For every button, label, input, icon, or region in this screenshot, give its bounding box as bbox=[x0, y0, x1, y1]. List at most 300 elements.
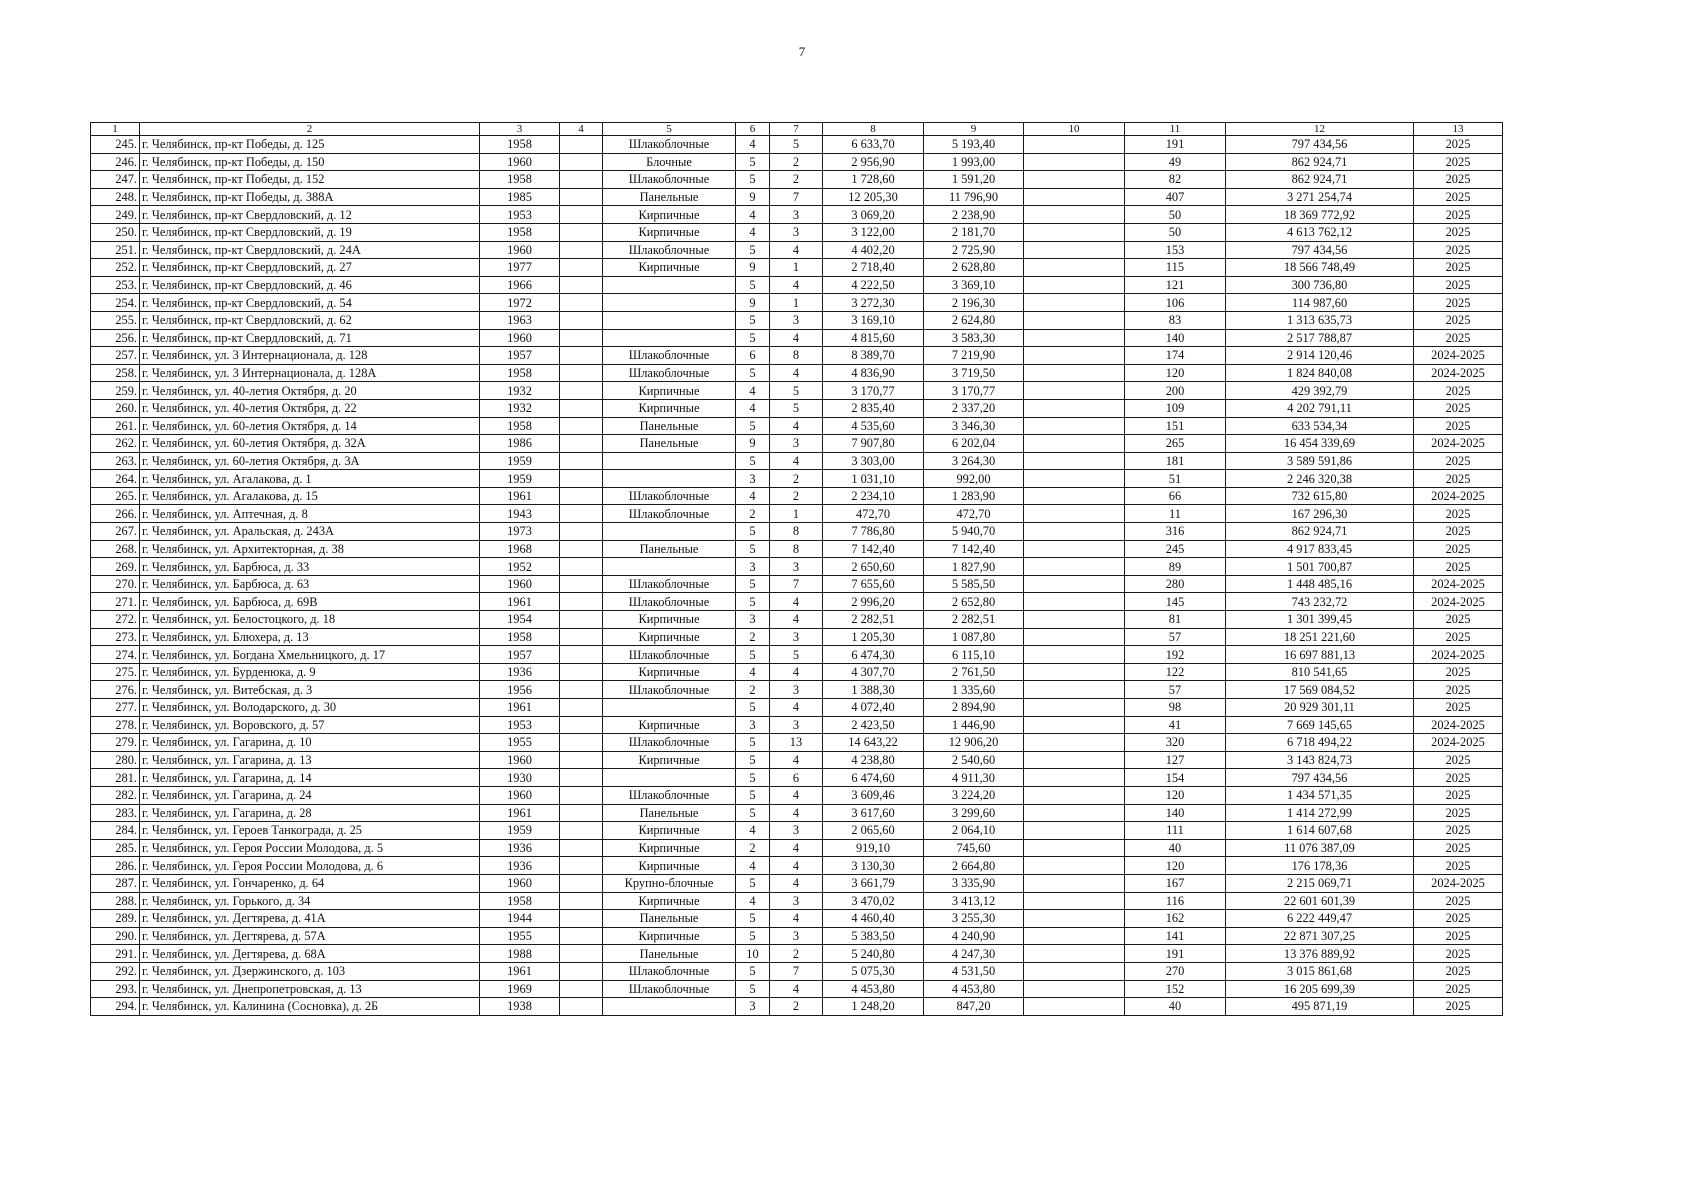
col-4-cell bbox=[560, 945, 603, 963]
floors-cell: 5 bbox=[736, 699, 770, 717]
total-area-cell: 3 272,30 bbox=[823, 294, 924, 312]
total-area-cell: 2 956,90 bbox=[823, 153, 924, 171]
entrances-cell: 4 bbox=[770, 699, 823, 717]
wall-material-cell: Кирпичные bbox=[603, 399, 736, 417]
cost-cell: 1 501 700,87 bbox=[1226, 558, 1414, 576]
floors-cell: 5 bbox=[736, 452, 770, 470]
floors-cell: 5 bbox=[736, 276, 770, 294]
floors-cell: 5 bbox=[736, 804, 770, 822]
col-4-cell bbox=[560, 910, 603, 928]
residents-cell: 122 bbox=[1125, 663, 1226, 681]
cost-cell: 3 589 591,86 bbox=[1226, 452, 1414, 470]
column-header: 13 bbox=[1414, 123, 1503, 136]
build-year-cell: 1958 bbox=[480, 223, 560, 241]
living-area-cell: 6 202,04 bbox=[924, 435, 1024, 453]
build-year-cell: 1961 bbox=[480, 699, 560, 717]
col-10-cell bbox=[1024, 734, 1125, 752]
table-row bbox=[91, 452, 1503, 470]
residents-cell: 245 bbox=[1125, 540, 1226, 558]
col-10-cell bbox=[1024, 980, 1125, 998]
total-area-cell: 3 303,00 bbox=[823, 452, 924, 470]
residents-cell: 89 bbox=[1125, 558, 1226, 576]
row-number-cell: 268. bbox=[91, 540, 140, 558]
build-year-cell: 1960 bbox=[480, 874, 560, 892]
table-row bbox=[91, 962, 1503, 980]
address-cell: г. Челябинск, пр-кт Свердловский, д. 62 bbox=[140, 311, 480, 329]
total-area-cell: 2 650,60 bbox=[823, 558, 924, 576]
living-area-cell: 5 940,70 bbox=[924, 523, 1024, 541]
cost-cell: 18 369 772,92 bbox=[1226, 206, 1414, 224]
col-10-cell bbox=[1024, 259, 1125, 277]
living-area-cell: 5 193,40 bbox=[924, 136, 1024, 154]
table-row bbox=[91, 769, 1503, 787]
entrances-cell: 2 bbox=[770, 945, 823, 963]
col-4-cell bbox=[560, 892, 603, 910]
address-cell: г. Челябинск, пр-кт Свердловский, д. 54 bbox=[140, 294, 480, 312]
table-row bbox=[91, 892, 1503, 910]
col-10-cell bbox=[1024, 435, 1125, 453]
col-4-cell bbox=[560, 646, 603, 664]
col-10-cell bbox=[1024, 276, 1125, 294]
repair-period-cell: 2025 bbox=[1414, 470, 1503, 488]
entrances-cell: 4 bbox=[770, 910, 823, 928]
living-area-cell: 2 624,80 bbox=[924, 311, 1024, 329]
living-area-cell: 2 725,90 bbox=[924, 241, 1024, 259]
cost-cell: 2 517 788,87 bbox=[1226, 329, 1414, 347]
col-10-cell bbox=[1024, 452, 1125, 470]
table-row bbox=[91, 874, 1503, 892]
address-cell: г. Челябинск, пр-кт Победы, д. 388А bbox=[140, 188, 480, 206]
repair-period-cell: 2024-2025 bbox=[1414, 734, 1503, 752]
table-row bbox=[91, 716, 1503, 734]
wall-material-cell bbox=[603, 294, 736, 312]
col-4-cell bbox=[560, 241, 603, 259]
row-number-cell: 267. bbox=[91, 523, 140, 541]
repair-period-cell: 2025 bbox=[1414, 540, 1503, 558]
address-cell: г. Челябинск, ул. Богдана Хмельницкого, д. 17 bbox=[140, 646, 480, 664]
row-number-cell: 246. bbox=[91, 153, 140, 171]
col-4-cell bbox=[560, 452, 603, 470]
table-row bbox=[91, 822, 1503, 840]
living-area-cell: 4 247,30 bbox=[924, 945, 1024, 963]
total-area-cell: 3 122,00 bbox=[823, 223, 924, 241]
entrances-cell: 7 bbox=[770, 962, 823, 980]
floors-cell: 5 bbox=[736, 734, 770, 752]
col-4-cell bbox=[560, 153, 603, 171]
repair-period-cell: 2025 bbox=[1414, 136, 1503, 154]
table-row bbox=[91, 611, 1503, 629]
residents-cell: 145 bbox=[1125, 593, 1226, 611]
wall-material-cell bbox=[603, 452, 736, 470]
address-cell: г. Челябинск, ул. Горького, д. 34 bbox=[140, 892, 480, 910]
col-10-cell bbox=[1024, 751, 1125, 769]
col-10-cell bbox=[1024, 699, 1125, 717]
living-area-cell: 4 531,50 bbox=[924, 962, 1024, 980]
row-number-cell: 254. bbox=[91, 294, 140, 312]
floors-cell: 2 bbox=[736, 681, 770, 699]
col-10-cell bbox=[1024, 364, 1125, 382]
row-number-cell: 286. bbox=[91, 857, 140, 875]
build-year-cell: 1956 bbox=[480, 681, 560, 699]
repair-period-cell: 2025 bbox=[1414, 663, 1503, 681]
entrances-cell: 4 bbox=[770, 241, 823, 259]
wall-material-cell: Кирпичные bbox=[603, 857, 736, 875]
wall-material-cell: Шлакоблочные bbox=[603, 487, 736, 505]
floors-cell: 5 bbox=[736, 751, 770, 769]
wall-material-cell bbox=[603, 523, 736, 541]
address-cell: г. Челябинск, ул. Володарского, д. 30 bbox=[140, 699, 480, 717]
repair-period-cell: 2025 bbox=[1414, 223, 1503, 241]
table-row bbox=[91, 364, 1503, 382]
total-area-cell: 2 718,40 bbox=[823, 259, 924, 277]
build-year-cell: 1936 bbox=[480, 839, 560, 857]
col-10-cell bbox=[1024, 874, 1125, 892]
column-header: 8 bbox=[823, 123, 924, 136]
col-4-cell bbox=[560, 663, 603, 681]
residents-cell: 111 bbox=[1125, 822, 1226, 840]
floors-cell: 4 bbox=[736, 892, 770, 910]
address-cell: г. Челябинск, ул. Барбюса, д. 33 bbox=[140, 558, 480, 576]
table-row bbox=[91, 153, 1503, 171]
total-area-cell: 4 815,60 bbox=[823, 329, 924, 347]
table-row bbox=[91, 734, 1503, 752]
col-4-cell bbox=[560, 223, 603, 241]
floors-cell: 4 bbox=[736, 857, 770, 875]
floors-cell: 5 bbox=[736, 540, 770, 558]
residents-cell: 120 bbox=[1125, 364, 1226, 382]
row-number-cell: 291. bbox=[91, 945, 140, 963]
cost-cell: 1 824 840,08 bbox=[1226, 364, 1414, 382]
cost-cell: 7 669 145,65 bbox=[1226, 716, 1414, 734]
residents-cell: 50 bbox=[1125, 206, 1226, 224]
address-cell: г. Челябинск, пр-кт Свердловский, д. 71 bbox=[140, 329, 480, 347]
repair-period-cell: 2025 bbox=[1414, 399, 1503, 417]
build-year-cell: 1955 bbox=[480, 734, 560, 752]
residents-cell: 116 bbox=[1125, 892, 1226, 910]
entrances-cell: 1 bbox=[770, 505, 823, 523]
col-10-cell bbox=[1024, 962, 1125, 980]
cost-cell: 3 271 254,74 bbox=[1226, 188, 1414, 206]
table-row bbox=[91, 347, 1503, 365]
wall-material-cell: Шлакоблочные bbox=[603, 171, 736, 189]
col-10-cell bbox=[1024, 646, 1125, 664]
row-number-cell: 282. bbox=[91, 786, 140, 804]
floors-cell: 5 bbox=[736, 329, 770, 347]
floors-cell: 4 bbox=[736, 822, 770, 840]
entrances-cell: 4 bbox=[770, 839, 823, 857]
total-area-cell: 8 389,70 bbox=[823, 347, 924, 365]
address-cell: г. Челябинск, ул. Гагарина, д. 10 bbox=[140, 734, 480, 752]
entrances-cell: 3 bbox=[770, 558, 823, 576]
wall-material-cell: Шлакоблочные bbox=[603, 646, 736, 664]
col-10-cell bbox=[1024, 663, 1125, 681]
wall-material-cell: Панельные bbox=[603, 540, 736, 558]
cost-cell: 114 987,60 bbox=[1226, 294, 1414, 312]
repair-period-cell: 2024-2025 bbox=[1414, 575, 1503, 593]
table-row bbox=[91, 311, 1503, 329]
col-10-cell bbox=[1024, 769, 1125, 787]
living-area-cell: 4 453,80 bbox=[924, 980, 1024, 998]
total-area-cell: 4 836,90 bbox=[823, 364, 924, 382]
residents-cell: 140 bbox=[1125, 804, 1226, 822]
col-10-cell bbox=[1024, 716, 1125, 734]
residents-cell: 57 bbox=[1125, 681, 1226, 699]
cost-cell: 797 434,56 bbox=[1226, 769, 1414, 787]
living-area-cell: 1 591,20 bbox=[924, 171, 1024, 189]
entrances-cell: 4 bbox=[770, 751, 823, 769]
col-4-cell bbox=[560, 681, 603, 699]
floors-cell: 5 bbox=[736, 364, 770, 382]
residents-cell: 316 bbox=[1125, 523, 1226, 541]
total-area-cell: 1 031,10 bbox=[823, 470, 924, 488]
col-10-cell bbox=[1024, 382, 1125, 400]
wall-material-cell: Шлакоблочные bbox=[603, 241, 736, 259]
row-number-cell: 292. bbox=[91, 962, 140, 980]
row-number-cell: 262. bbox=[91, 435, 140, 453]
col-10-cell bbox=[1024, 945, 1125, 963]
repair-period-cell: 2025 bbox=[1414, 822, 1503, 840]
row-number-cell: 245. bbox=[91, 136, 140, 154]
total-area-cell: 7 786,80 bbox=[823, 523, 924, 541]
col-4-cell bbox=[560, 822, 603, 840]
col-10-cell bbox=[1024, 241, 1125, 259]
repair-period-cell: 2024-2025 bbox=[1414, 646, 1503, 664]
living-area-cell: 2 064,10 bbox=[924, 822, 1024, 840]
living-area-cell: 3 264,30 bbox=[924, 452, 1024, 470]
repair-period-cell: 2025 bbox=[1414, 962, 1503, 980]
living-area-cell: 992,00 bbox=[924, 470, 1024, 488]
entrances-cell: 7 bbox=[770, 575, 823, 593]
build-year-cell: 1960 bbox=[480, 751, 560, 769]
repair-period-cell: 2025 bbox=[1414, 417, 1503, 435]
col-10-cell bbox=[1024, 487, 1125, 505]
entrances-cell: 3 bbox=[770, 716, 823, 734]
total-area-cell: 4 222,50 bbox=[823, 276, 924, 294]
col-4-cell bbox=[560, 558, 603, 576]
floors-cell: 5 bbox=[736, 311, 770, 329]
build-year-cell: 1943 bbox=[480, 505, 560, 523]
col-4-cell bbox=[560, 540, 603, 558]
entrances-cell: 3 bbox=[770, 206, 823, 224]
address-cell: г. Челябинск, ул. Днепропетровская, д. 13 bbox=[140, 980, 480, 998]
floors-cell: 2 bbox=[736, 505, 770, 523]
repair-period-cell: 2025 bbox=[1414, 769, 1503, 787]
build-year-cell: 1932 bbox=[480, 382, 560, 400]
row-number-cell: 253. bbox=[91, 276, 140, 294]
total-area-cell: 4 453,80 bbox=[823, 980, 924, 998]
entrances-cell: 1 bbox=[770, 294, 823, 312]
wall-material-cell: Шлакоблочные bbox=[603, 786, 736, 804]
build-year-cell: 1985 bbox=[480, 188, 560, 206]
row-number-cell: 293. bbox=[91, 980, 140, 998]
cost-cell: 633 534,34 bbox=[1226, 417, 1414, 435]
row-number-cell: 249. bbox=[91, 206, 140, 224]
col-10-cell bbox=[1024, 892, 1125, 910]
total-area-cell: 12 205,30 bbox=[823, 188, 924, 206]
row-number-cell: 259. bbox=[91, 382, 140, 400]
repair-period-cell: 2024-2025 bbox=[1414, 364, 1503, 382]
table-row bbox=[91, 663, 1503, 681]
living-area-cell: 745,60 bbox=[924, 839, 1024, 857]
build-year-cell: 1960 bbox=[480, 329, 560, 347]
floors-cell: 3 bbox=[736, 558, 770, 576]
row-number-cell: 269. bbox=[91, 558, 140, 576]
cost-cell: 2 246 320,38 bbox=[1226, 470, 1414, 488]
table-row bbox=[91, 804, 1503, 822]
wall-material-cell: Кирпичные bbox=[603, 611, 736, 629]
cost-cell: 18 566 748,49 bbox=[1226, 259, 1414, 277]
column-header: 12 bbox=[1226, 123, 1414, 136]
entrances-cell: 4 bbox=[770, 786, 823, 804]
table-row bbox=[91, 699, 1503, 717]
col-10-cell bbox=[1024, 822, 1125, 840]
row-number-cell: 288. bbox=[91, 892, 140, 910]
col-4-cell bbox=[560, 276, 603, 294]
entrances-cell: 4 bbox=[770, 663, 823, 681]
cost-cell: 176 178,36 bbox=[1226, 857, 1414, 875]
table-row bbox=[91, 839, 1503, 857]
table-row bbox=[91, 435, 1503, 453]
repair-period-cell: 2025 bbox=[1414, 382, 1503, 400]
floors-cell: 5 bbox=[736, 523, 770, 541]
total-area-cell: 3 609,46 bbox=[823, 786, 924, 804]
floors-cell: 5 bbox=[736, 927, 770, 945]
address-cell: г. Челябинск, ул. Аральская, д. 243А bbox=[140, 523, 480, 541]
wall-material-cell: Шлакоблочные bbox=[603, 593, 736, 611]
repair-period-cell: 2025 bbox=[1414, 241, 1503, 259]
total-area-cell: 4 238,80 bbox=[823, 751, 924, 769]
total-area-cell: 7 907,80 bbox=[823, 435, 924, 453]
col-4-cell bbox=[560, 294, 603, 312]
residents-cell: 140 bbox=[1125, 329, 1226, 347]
build-year-cell: 1977 bbox=[480, 259, 560, 277]
residents-cell: 153 bbox=[1125, 241, 1226, 259]
cost-cell: 2 215 069,71 bbox=[1226, 874, 1414, 892]
col-10-cell bbox=[1024, 188, 1125, 206]
wall-material-cell: Панельные bbox=[603, 804, 736, 822]
row-number-cell: 294. bbox=[91, 998, 140, 1016]
row-number-cell: 287. bbox=[91, 874, 140, 892]
residents-cell: 167 bbox=[1125, 874, 1226, 892]
wall-material-cell: Кирпичные bbox=[603, 206, 736, 224]
floors-cell: 5 bbox=[736, 153, 770, 171]
address-cell: г. Челябинск, ул. Блюхера, д. 13 bbox=[140, 628, 480, 646]
address-cell: г. Челябинск, ул. Витебская, д. 3 bbox=[140, 681, 480, 699]
floors-cell: 5 bbox=[736, 786, 770, 804]
wall-material-cell: Кирпичные bbox=[603, 839, 736, 857]
entrances-cell: 8 bbox=[770, 540, 823, 558]
residents-cell: 50 bbox=[1125, 223, 1226, 241]
floors-cell: 10 bbox=[736, 945, 770, 963]
address-cell: г. Челябинск, ул. Дзержинского, д. 103 bbox=[140, 962, 480, 980]
column-header: 3 bbox=[480, 123, 560, 136]
col-4-cell bbox=[560, 699, 603, 717]
table-row bbox=[91, 241, 1503, 259]
address-cell: г. Челябинск, ул. Агалакова, д. 1 bbox=[140, 470, 480, 488]
col-4-cell bbox=[560, 259, 603, 277]
residents-cell: 57 bbox=[1125, 628, 1226, 646]
column-header: 6 bbox=[736, 123, 770, 136]
col-4-cell bbox=[560, 417, 603, 435]
column-header: 5 bbox=[603, 123, 736, 136]
living-area-cell: 2 282,51 bbox=[924, 611, 1024, 629]
address-cell: г. Челябинск, ул. Калинина (Сосновка), д. 2Б bbox=[140, 998, 480, 1016]
entrances-cell: 4 bbox=[770, 980, 823, 998]
residents-cell: 192 bbox=[1125, 646, 1226, 664]
row-number-cell: 273. bbox=[91, 628, 140, 646]
table-row bbox=[91, 593, 1503, 611]
address-cell: г. Челябинск, пр-кт Свердловский, д. 12 bbox=[140, 206, 480, 224]
col-10-cell bbox=[1024, 470, 1125, 488]
living-area-cell: 2 652,80 bbox=[924, 593, 1024, 611]
floors-cell: 2 bbox=[736, 628, 770, 646]
wall-material-cell: Кирпичные bbox=[603, 259, 736, 277]
column-header: 11 bbox=[1125, 123, 1226, 136]
entrances-cell: 2 bbox=[770, 171, 823, 189]
total-area-cell: 2 282,51 bbox=[823, 611, 924, 629]
entrances-cell: 8 bbox=[770, 347, 823, 365]
row-number-cell: 279. bbox=[91, 734, 140, 752]
build-year-cell: 1938 bbox=[480, 998, 560, 1016]
build-year-cell: 1963 bbox=[480, 311, 560, 329]
repair-period-cell: 2024-2025 bbox=[1414, 874, 1503, 892]
col-4-cell bbox=[560, 857, 603, 875]
table-row bbox=[91, 980, 1503, 998]
cost-cell: 6 718 494,22 bbox=[1226, 734, 1414, 752]
address-cell: г. Челябинск, ул. 3 Интернационала, д. 128 bbox=[140, 347, 480, 365]
repair-period-cell: 2025 bbox=[1414, 206, 1503, 224]
wall-material-cell: Шлакоблочные bbox=[603, 734, 736, 752]
total-area-cell: 472,70 bbox=[823, 505, 924, 523]
table-row bbox=[91, 558, 1503, 576]
cost-cell: 732 615,80 bbox=[1226, 487, 1414, 505]
total-area-cell: 3 069,20 bbox=[823, 206, 924, 224]
floors-cell: 3 bbox=[736, 998, 770, 1016]
cost-cell: 4 613 762,12 bbox=[1226, 223, 1414, 241]
row-number-cell: 258. bbox=[91, 364, 140, 382]
living-area-cell: 3 719,50 bbox=[924, 364, 1024, 382]
repair-period-cell: 2025 bbox=[1414, 927, 1503, 945]
residents-cell: 141 bbox=[1125, 927, 1226, 945]
total-area-cell: 1 728,60 bbox=[823, 171, 924, 189]
living-area-cell: 1 827,90 bbox=[924, 558, 1024, 576]
total-area-cell: 3 661,79 bbox=[823, 874, 924, 892]
col-4-cell bbox=[560, 382, 603, 400]
total-area-cell: 6 633,70 bbox=[823, 136, 924, 154]
entrances-cell: 4 bbox=[770, 329, 823, 347]
living-area-cell: 847,20 bbox=[924, 998, 1024, 1016]
floors-cell: 5 bbox=[736, 241, 770, 259]
wall-material-cell: Панельные bbox=[603, 417, 736, 435]
living-area-cell: 2 540,60 bbox=[924, 751, 1024, 769]
cost-cell: 862 924,71 bbox=[1226, 171, 1414, 189]
build-year-cell: 1960 bbox=[480, 241, 560, 259]
row-number-cell: 264. bbox=[91, 470, 140, 488]
wall-material-cell bbox=[603, 699, 736, 717]
col-4-cell bbox=[560, 188, 603, 206]
entrances-cell: 4 bbox=[770, 276, 823, 294]
build-year-cell: 1959 bbox=[480, 452, 560, 470]
total-area-cell: 1 205,30 bbox=[823, 628, 924, 646]
repair-period-cell: 2025 bbox=[1414, 188, 1503, 206]
col-4-cell bbox=[560, 716, 603, 734]
build-year-cell: 1960 bbox=[480, 153, 560, 171]
entrances-cell: 5 bbox=[770, 646, 823, 664]
residents-cell: 407 bbox=[1125, 188, 1226, 206]
table-row bbox=[91, 206, 1503, 224]
living-area-cell: 2 181,70 bbox=[924, 223, 1024, 241]
residents-cell: 121 bbox=[1125, 276, 1226, 294]
